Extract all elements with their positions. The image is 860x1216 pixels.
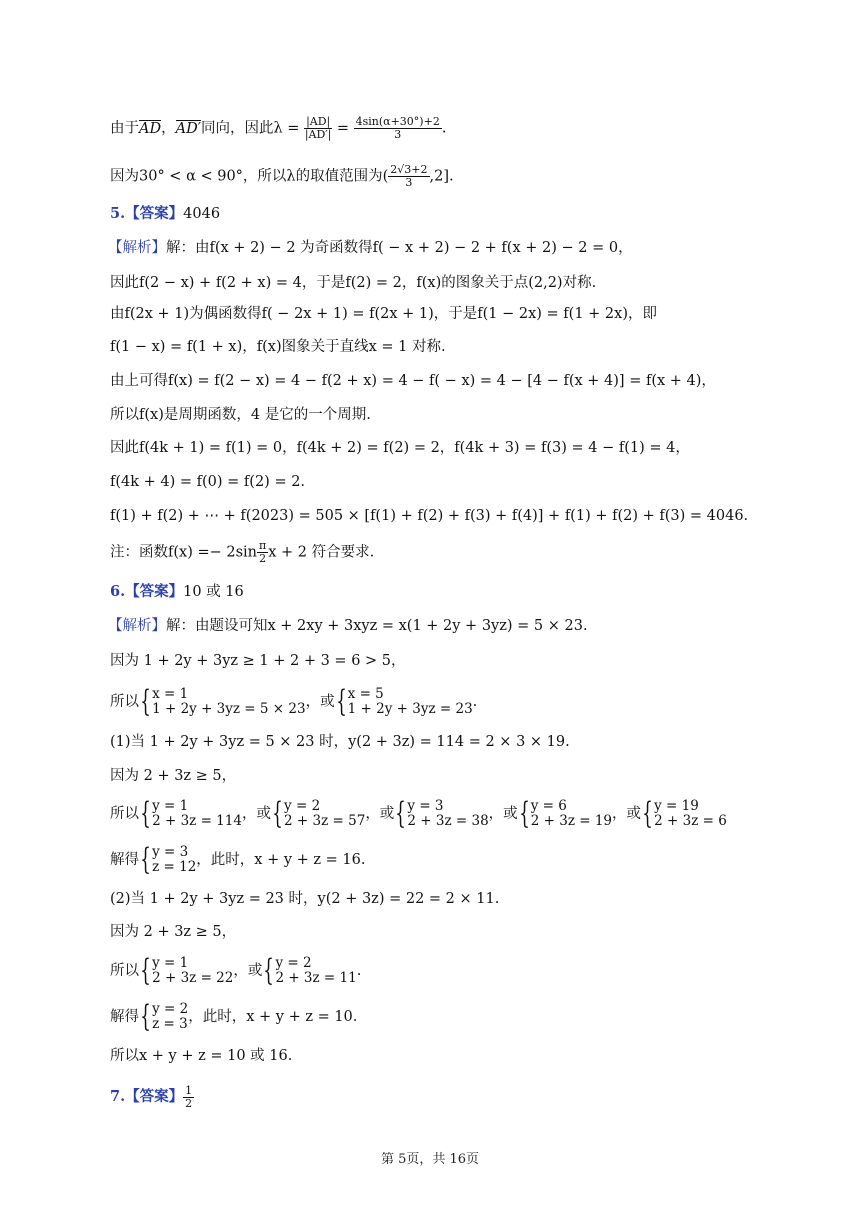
q6-analysis-line-6: [110, 796, 727, 832]
equation-system: [152, 687, 305, 717]
text: 注：函数f(x) =− 2sin: [110, 544, 258, 561]
fraction-numerator: |AD|: [306, 115, 331, 128]
system-row: y = 6: [530, 798, 567, 814]
text: ，或: [365, 806, 395, 822]
text: ，此时，x + y + z = 10.: [188, 1009, 358, 1025]
fraction-pi-over-2: [257, 540, 268, 565]
solution-line-vectors: [110, 116, 446, 141]
text: ，或: [488, 806, 518, 822]
system-row: z = 3: [152, 1016, 188, 1032]
brace-icon: {: [140, 953, 151, 988]
page-footer: 第 5页，共 16页: [380, 1152, 480, 1167]
equation-system: [284, 799, 365, 829]
q6-analysis-line-7: [110, 842, 365, 878]
text: =: [332, 120, 354, 137]
q5-analysis-line-7: 因此f(4k + 1) = f(1) = 0，f(4k + 2) = f(2) = 2，f(4k + 3) = f(3) = 4 − f(1) = 4，: [110, 440, 690, 456]
brace-icon: {: [263, 953, 275, 988]
text: ，: [161, 120, 176, 137]
answer-label: 7.【答案】: [110, 1088, 184, 1105]
equation-system: [152, 956, 233, 986]
equation-system: [152, 845, 196, 875]
system-row: 2 + 3z = 38: [407, 813, 489, 829]
fraction-numerator: 1: [185, 1083, 193, 1097]
system-row: 1 + 2y + 3yz = 23: [347, 701, 473, 717]
text: 解：由题设可知x + 2xy + 3xyz = x(1 + 2y + 3yz) = 5 × 23.: [166, 618, 588, 634]
q6-analysis-line-1: [108, 616, 588, 636]
fraction-magnitude: [304, 116, 332, 141]
brace-icon: {: [140, 796, 151, 831]
q6-analysis-line-10: [110, 953, 361, 989]
fraction-numerator: 2√3+2: [390, 163, 428, 176]
solution-line-range: [110, 164, 454, 189]
system-row: y = 2: [275, 955, 312, 971]
text: 因为30° < α < 90°，所以λ的取值范围为(: [110, 168, 389, 185]
equation-system: [275, 956, 356, 986]
text: 所以: [110, 963, 139, 979]
q5-analysis-line-3: 由f(2x + 1)为偶函数得f( − 2x + 1) = f(2x + 1)，于是f(1 − 2x) = f(1 + 2x)，即: [110, 306, 657, 322]
q6-analysis-line-9: 因为 2 + 3z ≥ 5，: [110, 924, 237, 940]
text: 由于: [110, 120, 139, 137]
text: 所以: [110, 694, 139, 710]
fraction-denominator: |AD′|: [304, 128, 332, 141]
fraction-denominator: 3: [405, 176, 413, 189]
equation-system: [654, 799, 727, 829]
system-row: x = 5: [347, 686, 384, 702]
q5-answer-line: [110, 204, 220, 224]
text: ，或: [612, 806, 642, 822]
q6-analysis-line-11: [110, 999, 357, 1035]
q5-analysis-line-9: f(1) + f(2) + ⋯ + f(2023) = 505 × [f(1) + f(2) + f(3) + f(4)] + f(1) + f(2) + f(3) = 4046.: [110, 508, 749, 524]
q5-analysis-line-4: f(1 − x) = f(1 + x)，f(x)图象关于直线x = 1 对称.: [110, 339, 446, 355]
text: 解：由f(x + 2) − 2 为奇函数得f( − x + 2) − 2 + f(x + 2) − 2 = 0，: [166, 240, 633, 256]
answer-value: 10 或 16: [183, 584, 244, 600]
system-row: z = 12: [152, 859, 197, 875]
system-row: x = 1: [152, 686, 189, 702]
equation-system: [152, 1002, 188, 1032]
q5-analysis-line-2: 因此f(2 − x) + f(2 + x) = 4，于是f(2) = 2，f(x)的图象关于点(2,2)对称.: [110, 275, 597, 291]
fraction-numerator: 4sin(α+30°)+2: [355, 115, 440, 128]
brace-icon: {: [395, 796, 407, 831]
brace-icon: {: [140, 842, 151, 877]
equation-system: [152, 799, 242, 829]
text: ，或: [233, 963, 263, 979]
system-row: 2 + 3z = 19: [530, 813, 613, 829]
system-row: y = 3: [407, 798, 444, 814]
q5-analysis-line-5: 由上可得f(x) = f(2 − x) = 4 − f(2 + x) = 4 − f( − x) = 4 − [4 − f(x + 4)] = f(x + 4)，: [110, 373, 716, 389]
fraction-denominator: 2: [259, 552, 267, 565]
fraction-range-lower: [388, 164, 429, 189]
fraction-denominator: 2: [185, 1096, 193, 1110]
brace-icon: {: [642, 796, 653, 831]
equation-system: [348, 687, 473, 717]
text: 所以: [110, 806, 139, 822]
brace-icon: {: [335, 684, 347, 719]
system-row: 2 + 3z = 22: [152, 970, 234, 986]
q5-analysis-line-6: 所以f(x)是周期函数，4 是它的一个周期.: [110, 407, 371, 423]
text: ，或: [241, 806, 271, 822]
fraction-denominator: 3: [394, 128, 402, 141]
vector-ad: AD: [139, 120, 162, 137]
q6-analysis-line-2: 因为 1 + 2y + 3yz ≥ 1 + 2 + 3 = 6 > 5，: [110, 653, 406, 669]
text: 解得: [110, 852, 139, 868]
system-row: 2 + 3z = 6: [654, 813, 727, 829]
text: x + 2 符合要求.: [268, 544, 375, 561]
brace-icon: {: [518, 796, 530, 831]
text: .: [441, 120, 447, 137]
q6-analysis-line-3: [110, 684, 477, 720]
text: ，此时，x + y + z = 16.: [196, 852, 366, 868]
system-row: y = 1: [152, 955, 189, 971]
answer-label: 5.【答案】: [110, 205, 184, 222]
brace-icon: {: [140, 999, 151, 1034]
analysis-label: 【解析】: [108, 240, 166, 256]
equation-system: [531, 799, 612, 829]
text: .: [356, 963, 362, 979]
q7-answer-line: [110, 1082, 194, 1112]
text: .: [472, 694, 478, 710]
q6-analysis-line-4: (1)当 1 + 2y + 3yz = 5 × 23 时，y(2 + 3z) = 114 = 2 × 3 × 19.: [110, 734, 570, 750]
system-row: 2 + 3z = 11: [275, 970, 357, 986]
system-row: 2 + 3z = 57: [284, 813, 366, 829]
q5-analysis-line-8: f(4k + 4) = f(0) = f(2) = 2.: [110, 474, 306, 490]
answer-label: 6.【答案】: [110, 583, 184, 600]
text: ,2].: [429, 168, 454, 185]
system-row: y = 1: [152, 798, 189, 814]
q6-answer-line: [110, 582, 244, 602]
brace-icon: {: [272, 796, 283, 831]
system-row: y = 2: [152, 1001, 189, 1017]
q5-analysis-line-1: [108, 238, 633, 258]
system-row: y = 3: [152, 844, 189, 860]
system-row: y = 19: [654, 798, 699, 814]
text: ，或: [305, 694, 335, 710]
vector-ad-prime: AD′: [175, 120, 201, 137]
system-row: y = 2: [284, 798, 321, 814]
q6-analysis-line-12: 所以x + y + z = 10 或 16.: [110, 1048, 293, 1064]
equation-system: [407, 799, 488, 829]
answer-value: 4046: [183, 206, 221, 222]
fraction-numerator: π: [259, 539, 267, 552]
analysis-label: 【解析】: [108, 618, 166, 634]
text: 同向，因此λ =: [201, 120, 305, 137]
system-row: 1 + 2y + 3yz = 5 × 23: [152, 701, 306, 717]
answer-fraction: [183, 1085, 194, 1110]
system-row: 2 + 3z = 114: [152, 813, 242, 829]
q5-analysis-line-10: [110, 540, 374, 565]
fraction-expression: [354, 116, 442, 141]
q6-analysis-line-5: 因为 2 + 3z ≥ 5，: [110, 768, 237, 784]
q6-analysis-line-8: (2)当 1 + 2y + 3yz = 23 时，y(2 + 3z) = 22 = 2 × 11.: [110, 891, 500, 907]
brace-icon: {: [140, 684, 151, 719]
text: 解得: [110, 1009, 139, 1025]
